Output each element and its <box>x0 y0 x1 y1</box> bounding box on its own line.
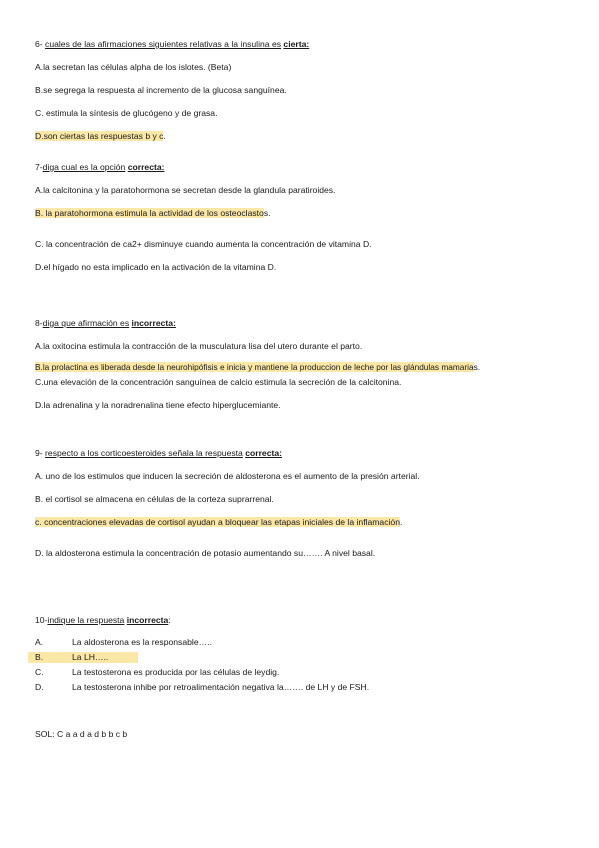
q6-option-d-tail: . <box>163 131 166 141</box>
q7-number: 7- <box>35 162 43 172</box>
q10-number: 10- <box>35 615 48 625</box>
q7-option-a: A.la calcitonina y la paratohormona se secretan desde la glandula paratiroides. <box>35 185 336 195</box>
q8-option-b-tail: s. <box>473 362 481 372</box>
q6-title <box>35 39 309 50</box>
q9-option-d: D. la aldosterona estimula la concentración de potasio aumentando su……. A nivel basal. <box>35 548 376 558</box>
q6-option-d <box>35 131 166 142</box>
q10-option-text: La aldosterona es la responsable….. <box>72 637 212 647</box>
q9-option-c-tail: . <box>399 517 403 527</box>
q6-option-a: A.la secretan las células alpha de los islotes. (Beta) <box>35 62 232 72</box>
q9-title-text: respecto a los corticoesteroides señala la respuesta <box>45 448 243 458</box>
q7-option-c: C. la concentración de ca2+ disminuye cuando aumenta la concentración de vitamina D. <box>35 239 372 249</box>
q10-option-a <box>35 637 555 648</box>
q8-highlight: B.la prolactina es liberada desde la neurohipófisis e inicia y mantiene la produccion de leche por las glándulas mamaria <box>35 362 474 372</box>
q8-title <box>35 318 176 329</box>
q8-title-keyword: incorrecta: <box>131 318 176 328</box>
solution-line: SOL: C a a d a d b b c b <box>35 729 128 739</box>
q8-option-c: C.una elevación de la concentración sanguínea de calcio estimula la secreción de la calcitonina. <box>35 377 402 387</box>
q10-option-letter: C. <box>35 667 44 677</box>
q10-title <box>35 615 171 626</box>
q9-option-b: B. el cortisol se almacena en células de la corteza suprarrenal. <box>35 494 274 504</box>
q10-option-letter: B. <box>35 652 44 662</box>
q6-title-text: cuales de las afirmaciones siguientes relativas a la insulina es <box>45 39 282 49</box>
q10-title-keyword: incorrecta <box>126 615 169 625</box>
q7-option-b <box>35 208 271 219</box>
q10-option-b <box>28 652 138 663</box>
q7-option-b-tail: s. <box>263 208 271 218</box>
q9-title-keyword: correcta: <box>245 448 282 458</box>
q10-option-letter: D. <box>35 682 44 692</box>
q10-title-colon: : <box>168 615 171 625</box>
q9-option-a: A. uno de los estimulos que inducen la secreción de aldosterona es el aumento de la presión arterial. <box>35 471 420 481</box>
q8-option-a: A.la oxitocina estimula la contracción de la musculatura lisa del utero durante el parto. <box>35 341 363 351</box>
q8-option-d: D.la adrenalina y la noradrenalina tiene efecto hiperglucemiante. <box>35 400 281 410</box>
q8-option-b <box>35 362 480 373</box>
q10-option-text: La LH….. <box>72 652 109 662</box>
q8-number: 8- <box>35 318 43 328</box>
q9-highlight: c. concentraciones elevadas de cortisol ayudan a bloquear las etapas iniciales de la inflamación <box>35 517 400 527</box>
q7-option-d: D.el hígado no esta implicado en la activación de la vitamina D. <box>35 262 277 272</box>
q10-title-text: indique la respuesta <box>47 615 125 625</box>
q7-title-text: diga cual es la opción <box>42 162 126 172</box>
q6-highlight: D.son ciertas las respuestas b y c <box>35 131 164 141</box>
q10-option-d <box>35 682 555 693</box>
q6-title-keyword: cierta: <box>283 39 310 49</box>
q9-option-c <box>35 517 402 528</box>
q10-option-letter: A. <box>35 637 44 647</box>
q7-title-keyword: correcta: <box>127 162 165 172</box>
q6-option-c: C. estimula la síntesis de glucógeno y de grasa. <box>35 108 218 118</box>
q10-option-c <box>35 667 555 678</box>
q9-number: 9- <box>35 448 43 458</box>
q6-option-b: B.se segrega la respuesta al incremento de la glucosa sanguínea. <box>35 85 287 95</box>
q10-option-text: La testosterona inhibe por retroalimentación negativa la……. de LH y de FSH. <box>72 682 370 692</box>
q6-number: 6- <box>35 39 43 49</box>
q10-option-text: La testosterona es producida por las células de leydig. <box>72 667 280 677</box>
q9-title <box>35 448 282 459</box>
q7-title <box>35 162 164 173</box>
q8-title-text: diga que afirmación es <box>42 318 130 328</box>
q7-highlight: B. la paratohormona estimula la actividad de los osteoclasto <box>35 208 264 218</box>
